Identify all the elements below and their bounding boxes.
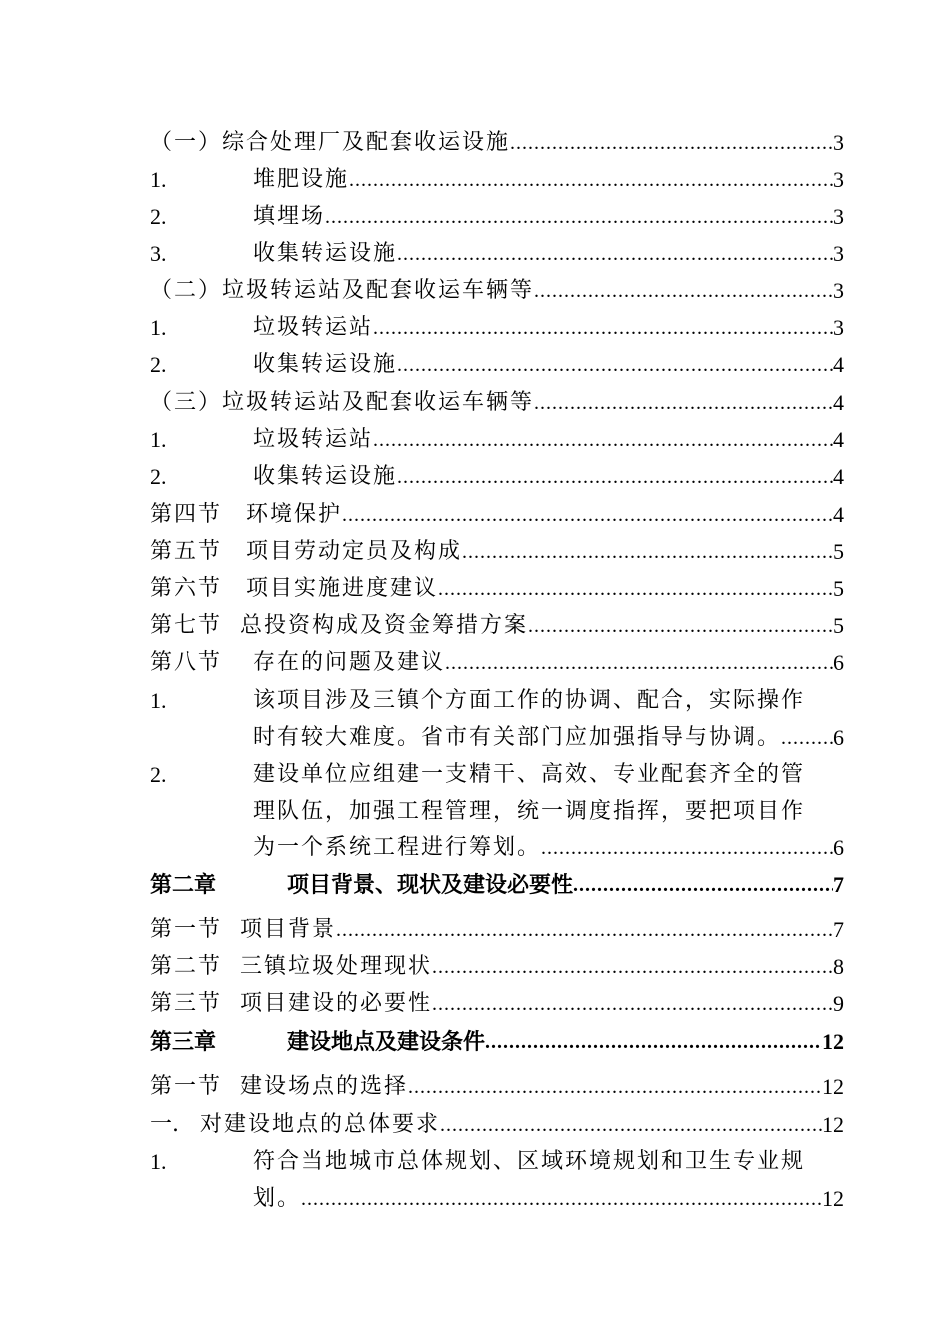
toc-entry-title-line2: 时有较大难度。省市有关部门应加强指导与协调。 [253,725,782,750]
toc-chapter-title: 项目背景、现状及建设必要性 [287,872,574,898]
toc-leader-dots [573,867,833,903]
toc-leader-dots [397,236,833,272]
toc-page-number: 9 [833,991,844,1016]
toc-chapter-number: 第三章 [150,1029,217,1055]
toc-entry-title: 收集转运设施 [253,241,398,266]
toc-entry[interactable] [150,645,844,681]
toc-leader-dots [534,385,833,421]
toc-chapter-entry[interactable] [150,867,844,903]
toc-leader-dots [397,347,833,383]
toc-page-number: 3 [833,130,844,155]
toc-entry-title: 项目实施进度建议 [246,576,439,601]
toc-entry[interactable] [150,347,844,383]
toc-entry-number: 第七节 [150,613,223,638]
toc-page-number: 6 [833,725,844,750]
toc-page-number: 3 [833,241,844,266]
toc-leader-dots [342,497,833,533]
toc-chapter-title: 建设地点及建设条件 [287,1029,486,1055]
toc-leader-dots [541,830,833,866]
toc-page-number: 4 [833,464,844,489]
toc-entry-multiline[interactable] [150,1144,840,1180]
toc-entry-number: 2. [150,464,167,489]
toc-entry-title-line3: 为一个系统工程进行筹划。 [253,835,542,860]
toc-entry-number: 第二节 [150,954,223,979]
toc-page-number: 6 [833,835,844,860]
toc-leader-dots [445,645,833,681]
toc-entry[interactable] [150,459,844,495]
toc-entry[interactable] [150,534,844,570]
toc-entry-continuation[interactable] [253,830,844,866]
toc-entry[interactable] [150,310,844,346]
toc-entry-number: 1. [150,688,167,713]
toc-entry-number: 1. [150,167,167,192]
toc-page-number: 5 [833,539,844,564]
toc-entry-number: 第一节 [150,1074,223,1099]
toc-leader-dots [462,534,833,570]
toc-entry-title-line2: 划。 [253,1186,302,1211]
toc-entry[interactable] [150,608,844,644]
toc-chapter-entry[interactable] [150,1024,844,1060]
toc-entry-title-line1: 该项目涉及三镇个方面工作的协调、配合，实际操作 [253,688,806,713]
toc-entry-title-line2: 理队伍，加强工程管理，统一调度指挥，要把项目作 [253,799,806,824]
toc-entry-title: 存在的问题及建议 [253,650,446,675]
toc-page-number: 4 [833,390,844,415]
toc-entry-number: 1. [150,427,167,452]
toc-entry-number: 2. [150,762,167,787]
toc-leader-dots [781,720,833,756]
toc-entry-number: 一. [150,1112,179,1137]
toc-page-number: 12 [822,1029,844,1054]
toc-entry-number: 1. [150,1149,167,1174]
toc-entry-title: 收集转运设施 [253,352,398,377]
toc-leader-dots [432,949,833,985]
toc-entry-number: 第五节 [150,539,223,564]
toc-page-number: 3 [833,278,844,303]
toc-entry-number: 2. [150,204,167,229]
toc-entry[interactable] [150,199,844,235]
toc-page-number: 4 [833,352,844,377]
toc-page-number: 12 [822,1186,844,1211]
toc-entry-title: 垃圾转运站 [253,315,374,340]
toc-page-number: 3 [833,315,844,340]
toc-leader-dots [397,459,833,495]
toc-entry[interactable] [150,912,844,948]
toc-page-number: 3 [833,167,844,192]
toc-entry-title: 建设场点的选择 [240,1074,409,1099]
toc-entry-title: 填埋场 [253,204,326,229]
toc-entry-title: 项目劳动定员及构成 [246,539,463,564]
toc-entry-title: 堆肥设施 [253,167,350,192]
toc-leader-dots [510,125,833,161]
toc-leader-dots [432,986,833,1022]
toc-entry-multiline[interactable] [150,683,840,719]
toc-page-number: 4 [833,502,844,527]
toc-page-number: 7 [833,917,844,942]
toc-entry-title-line1: 符合当地城市总体规划、区域环境规划和卫生专业规 [253,1149,806,1174]
toc-entry-title: （三）垃圾转运站及配套收运车辆等 [150,390,535,415]
toc-entry-continuation[interactable] [253,720,844,756]
toc-leader-dots [534,273,833,309]
toc-entry-number: 3. [150,241,167,266]
toc-page-number: 7 [833,872,844,897]
toc-page-number: 4 [833,427,844,452]
toc-entry-title: 总投资构成及资金筹措方案 [240,613,529,638]
toc-entry-number: 第三节 [150,991,223,1016]
toc-entry[interactable] [150,986,844,1022]
toc-entry-title: 三镇垃圾处理现状 [240,954,433,979]
toc-entry[interactable] [150,497,844,533]
toc-page-number: 8 [833,954,844,979]
toc-chapter-number: 第二章 [150,872,217,898]
toc-page-number: 3 [833,204,844,229]
toc-entry-continuation[interactable] [253,1181,844,1217]
toc-entry-title: 环境保护 [246,502,343,527]
toc-entry-title: 项目背景 [240,917,337,942]
toc-entry[interactable] [150,385,844,421]
toc-leader-dots [373,310,833,346]
toc-entry[interactable] [150,1107,844,1143]
toc-leader-dots [438,571,833,607]
toc-leader-dots [336,912,833,948]
toc-entry[interactable] [150,125,844,161]
toc-leader-dots [325,199,833,235]
toc-leader-dots [485,1024,822,1060]
toc-page-number: 12 [822,1074,844,1099]
toc-entry-title: 垃圾转运站 [253,427,374,452]
toc-entry[interactable] [150,949,844,985]
toc-page-number: 5 [833,613,844,638]
toc-entry-number: 2. [150,352,167,377]
toc-leader-dots [528,608,833,644]
toc-entry-title: 项目建设的必要性 [240,991,433,1016]
toc-entry-title: （二）垃圾转运站及配套收运车辆等 [150,278,535,303]
toc-leader-dots [349,162,833,198]
toc-entry-multiline[interactable] [150,757,840,793]
toc-entry[interactable] [150,273,844,309]
toc-entry-title: 对建设地点的总体要求 [200,1112,441,1137]
toc-entry[interactable] [150,422,844,458]
toc-entry[interactable] [150,236,844,272]
toc-leader-dots [373,422,833,458]
toc-entry-title-line1: 建设单位应组建一支精干、高效、专业配套齐全的管 [253,762,806,787]
toc-entry-title: 收集转运设施 [253,464,398,489]
toc-entry-number: 第六节 [150,576,223,601]
toc-page-number: 5 [833,576,844,601]
toc-leader-dots [301,1181,822,1217]
toc-leader-dots [440,1107,822,1143]
toc-entry-number: 第八节 [150,650,223,675]
toc-entry-title: （一）综合处理厂及配套收运设施 [150,130,511,155]
toc-entry[interactable] [150,571,844,607]
toc-page-number: 12 [822,1112,844,1137]
toc-leader-dots [408,1069,822,1105]
toc-entry-number: 1. [150,315,167,340]
toc-entry[interactable] [150,162,844,198]
toc-entry-number: 第四节 [150,502,223,527]
toc-page-number: 6 [833,650,844,675]
toc-entry-number: 第一节 [150,917,223,942]
toc-entry[interactable] [150,1069,844,1105]
